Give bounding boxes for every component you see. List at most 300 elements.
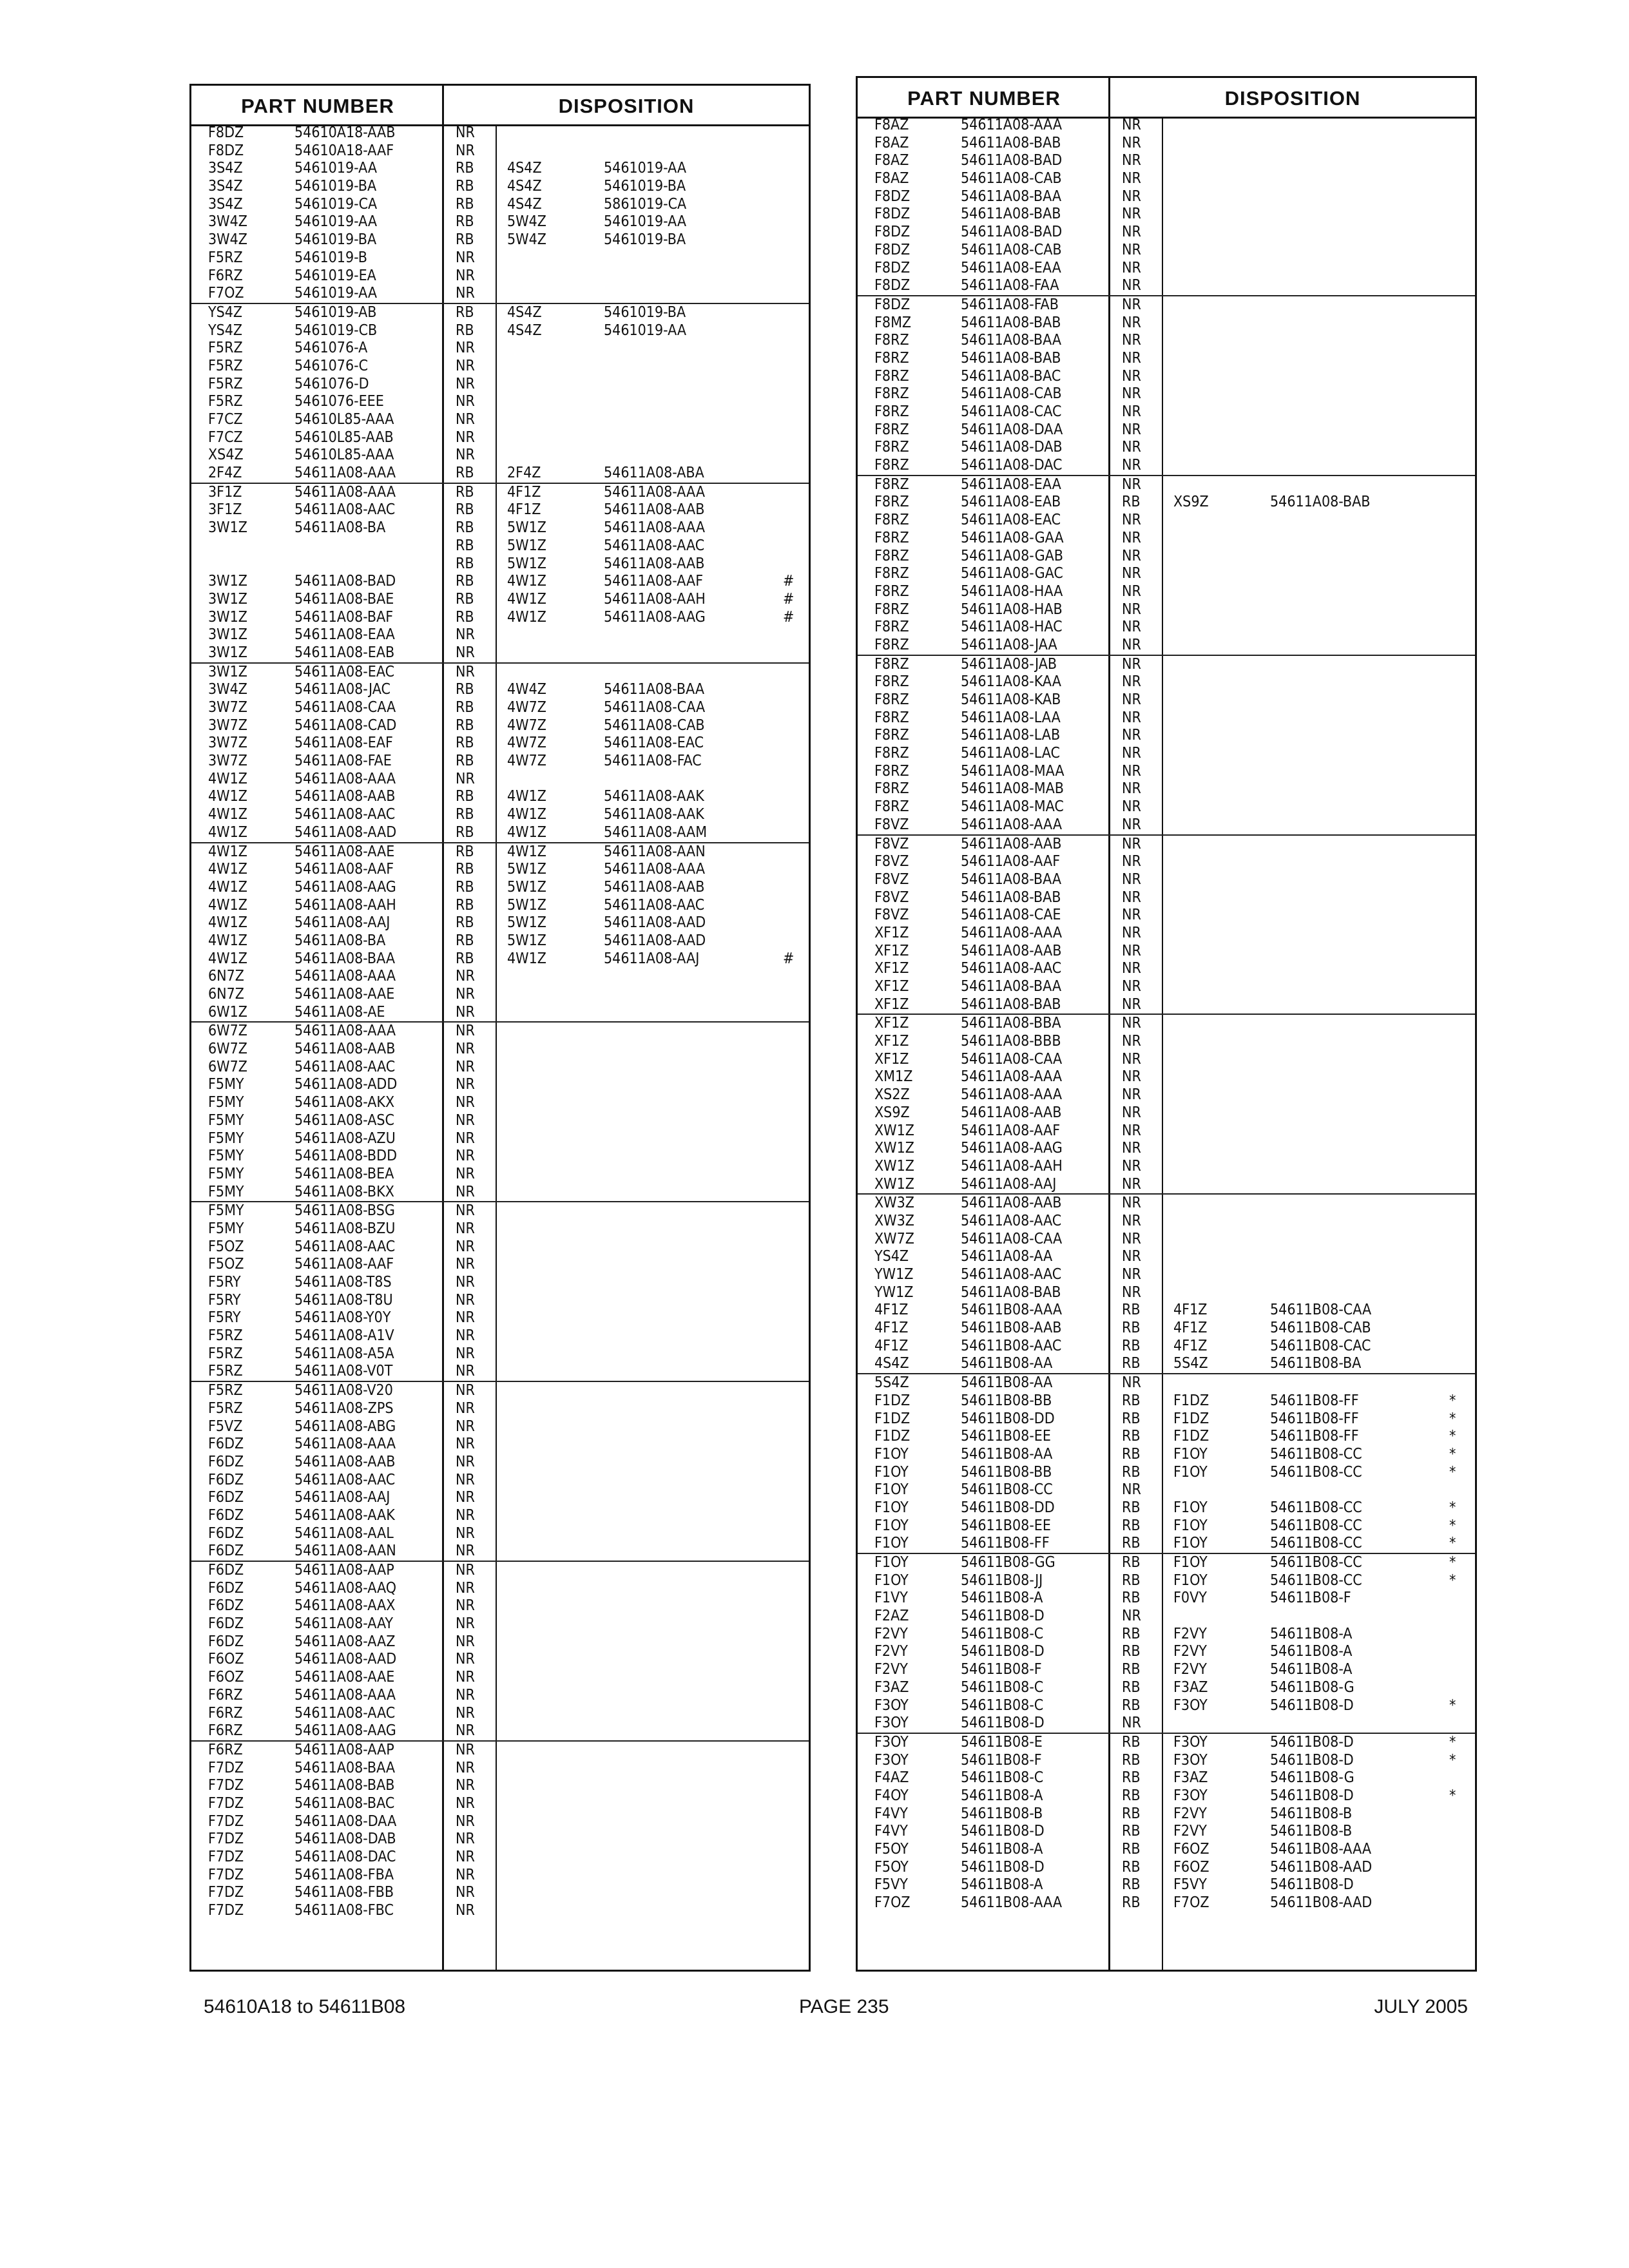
part-number: 54611A08-BBA bbox=[961, 1015, 1061, 1032]
replacement-part: 54611A08-AAH bbox=[604, 590, 706, 608]
model-code: F7DZ bbox=[208, 1884, 244, 1901]
disposition-code: NR bbox=[1122, 117, 1141, 133]
disposition-code: NR bbox=[1122, 636, 1141, 653]
part-number: 54611A08-LAA bbox=[961, 709, 1061, 726]
row-group bbox=[858, 117, 1475, 296]
disposition-code: NR bbox=[1122, 762, 1141, 780]
disposition-code: RB bbox=[456, 465, 474, 482]
model-code: F5RZ bbox=[208, 1345, 243, 1362]
part-number: 54611A08-MAC bbox=[961, 798, 1064, 816]
model-code: XW3Z bbox=[874, 1212, 914, 1229]
table-row bbox=[191, 1525, 809, 1543]
disposition-code: NR bbox=[456, 428, 475, 446]
table-row bbox=[191, 788, 809, 806]
table-row bbox=[858, 656, 1475, 674]
replacement-model: F6OZ bbox=[1173, 1858, 1210, 1876]
part-number: 54611A08-AAA bbox=[961, 1086, 1062, 1104]
model-code: 4W1Z bbox=[208, 806, 247, 823]
disposition-code: RB bbox=[456, 681, 474, 698]
table-row bbox=[191, 1436, 809, 1454]
part-number: 54611A08-AAC bbox=[294, 1058, 396, 1075]
disposition-code: RB bbox=[456, 537, 474, 554]
model-code: F6DZ bbox=[208, 1436, 244, 1453]
table-row bbox=[858, 1338, 1475, 1356]
note-mark: * bbox=[1449, 1554, 1456, 1571]
left-table-body bbox=[191, 124, 809, 1970]
model-code: F5RZ bbox=[208, 1399, 243, 1417]
model-code: XF1Z bbox=[874, 978, 909, 995]
part-number: 54611A08-EAC bbox=[294, 663, 395, 680]
disposition-code: NR bbox=[456, 1651, 475, 1668]
replacement-part: 54611A08-AAM bbox=[604, 823, 708, 841]
part-number: 54611A08-MAB bbox=[961, 780, 1064, 798]
disposition-code: RB bbox=[1122, 1805, 1141, 1822]
note-mark: * bbox=[1449, 1733, 1456, 1751]
part-number: 54611A08-GAC bbox=[961, 565, 1063, 582]
model-code: F1OY bbox=[874, 1517, 909, 1534]
replacement-model: 5W1Z bbox=[507, 896, 546, 914]
disposition-code: RB bbox=[456, 483, 474, 501]
part-number: 54611B08-AA bbox=[961, 1374, 1053, 1392]
model-code: F8RZ bbox=[874, 619, 909, 636]
table-row bbox=[191, 573, 809, 591]
part-number: 54611A08-BAD bbox=[294, 573, 396, 590]
part-number: 54611B08-C bbox=[961, 1696, 1044, 1714]
note-mark: # bbox=[783, 573, 795, 590]
model-code: F8RZ bbox=[874, 655, 909, 673]
model-code: 6N7Z bbox=[208, 986, 244, 1003]
table-row bbox=[858, 135, 1475, 153]
table-row bbox=[858, 1572, 1475, 1590]
disposition-code: NR bbox=[1122, 403, 1141, 420]
table-row bbox=[858, 332, 1475, 350]
table-row bbox=[191, 178, 809, 196]
disposition-code: NR bbox=[1122, 691, 1141, 708]
disposition-code: NR bbox=[1122, 385, 1141, 403]
part-number: 54611A08-AAA bbox=[294, 483, 396, 501]
part-number: 54611A08-AAP bbox=[294, 1741, 394, 1758]
footer-range: 54610A18 to 54611B08 bbox=[204, 1996, 406, 2017]
model-code: 4W1Z bbox=[208, 823, 247, 841]
disposition-code: NR bbox=[456, 1777, 475, 1794]
part-number: 54611A08-AAL bbox=[294, 1524, 394, 1542]
part-number: 54611A08-T8U bbox=[294, 1291, 393, 1309]
table-row bbox=[191, 1760, 809, 1778]
part-number: 54611B08-C bbox=[961, 1625, 1044, 1642]
part-number: 54611A08-CAB bbox=[961, 385, 1062, 403]
part-number: 5461019-B bbox=[294, 249, 367, 266]
replacement-part: 54611B08-CC bbox=[1270, 1517, 1362, 1534]
disposition-code: NR bbox=[1122, 152, 1141, 169]
table-row bbox=[858, 619, 1475, 637]
model-code: F8VZ bbox=[874, 870, 909, 888]
disposition-code: RB bbox=[1122, 1535, 1141, 1552]
part-number: 54611A08-AAA bbox=[294, 1686, 396, 1704]
model-code: F8RZ bbox=[874, 421, 909, 438]
table-row bbox=[858, 1517, 1475, 1535]
model-code: F8RZ bbox=[874, 673, 909, 691]
table-row bbox=[858, 1643, 1475, 1661]
part-number: 54611A08-GAA bbox=[961, 529, 1064, 546]
model-code: F8RZ bbox=[874, 565, 909, 582]
model-code: XF1Z bbox=[874, 960, 909, 977]
replacement-model: 4S4Z bbox=[507, 160, 542, 177]
model-code: F5RZ bbox=[208, 1363, 243, 1380]
note-mark: * bbox=[1449, 1428, 1456, 1445]
part-number: 54611B08-BB bbox=[961, 1392, 1052, 1409]
disposition-code: NR bbox=[1122, 727, 1141, 744]
part-number: 54611A08-AAF bbox=[294, 1256, 394, 1273]
model-code: F6RZ bbox=[208, 1741, 243, 1758]
part-number: 54611B08-CC bbox=[961, 1481, 1053, 1499]
row-group bbox=[858, 1554, 1475, 1734]
disposition-code: NR bbox=[456, 1633, 475, 1650]
disposition-code: RB bbox=[456, 303, 474, 321]
model-code: F5MY bbox=[208, 1220, 244, 1237]
model-code: F8MZ bbox=[874, 314, 912, 331]
part-number: 54611A08-MAA bbox=[961, 762, 1065, 780]
table-row bbox=[858, 1535, 1475, 1553]
disposition-code: NR bbox=[456, 1562, 475, 1579]
part-number: 54611A08-AAD bbox=[294, 823, 397, 841]
disposition-code: NR bbox=[456, 1327, 475, 1345]
disposition-code: RB bbox=[1122, 1858, 1141, 1876]
part-number: 54611B08-EE bbox=[961, 1428, 1051, 1445]
model-code: F1OY bbox=[874, 1535, 909, 1552]
model-code: 3W1Z bbox=[208, 519, 247, 537]
table-row bbox=[191, 519, 809, 537]
part-number: 54611A08-BAB bbox=[961, 889, 1061, 906]
disposition-code: NR bbox=[456, 1866, 475, 1883]
replacement-part: 54611B08-A bbox=[1270, 1661, 1353, 1678]
table-row bbox=[191, 1507, 809, 1525]
replacement-model: 4W4Z bbox=[507, 681, 546, 698]
table-row bbox=[858, 907, 1475, 925]
disposition-code: NR bbox=[456, 1884, 475, 1901]
table-row bbox=[191, 1615, 809, 1633]
table-row bbox=[858, 530, 1475, 548]
disposition-code: NR bbox=[1122, 816, 1141, 833]
replacement-part: 5461019-BA bbox=[604, 178, 686, 195]
disposition-code: NR bbox=[1122, 529, 1141, 546]
disposition-code: NR bbox=[456, 1418, 475, 1435]
disposition-code: RB bbox=[1122, 1302, 1141, 1319]
table-row bbox=[858, 494, 1475, 512]
disposition-code: RB bbox=[1122, 1733, 1141, 1751]
table-row bbox=[858, 314, 1475, 332]
disposition-code: NR bbox=[456, 1183, 475, 1200]
table-row bbox=[191, 124, 809, 142]
part-number: 54611B08-FF bbox=[961, 1535, 1050, 1552]
model-code: 4W1Z bbox=[208, 896, 247, 914]
part-number: 54611A08-LAC bbox=[961, 745, 1061, 762]
part-number: 54611A08-FBC bbox=[294, 1902, 394, 1919]
disposition-code: NR bbox=[456, 1436, 475, 1453]
replacement-part: 54611B08-A bbox=[1270, 1625, 1353, 1642]
model-code: XF1Z bbox=[874, 1015, 909, 1032]
table-row bbox=[858, 1590, 1475, 1608]
table-row bbox=[191, 447, 809, 465]
table-row bbox=[858, 1051, 1475, 1069]
disposition-code: RB bbox=[1122, 1554, 1141, 1571]
model-code: F5RZ bbox=[208, 340, 243, 357]
part-number: 54611A08-BAA bbox=[294, 950, 396, 967]
model-code: 4F1Z bbox=[874, 1320, 909, 1337]
part-number: 54611A08-BAA bbox=[961, 870, 1062, 888]
table-row bbox=[191, 824, 809, 842]
replacement-part: 54611B08-CC bbox=[1270, 1571, 1362, 1589]
disposition-code: NR bbox=[1122, 582, 1141, 600]
model-code: F8RZ bbox=[874, 332, 909, 349]
model-code: F6RZ bbox=[208, 1722, 243, 1740]
disposition-code: NR bbox=[1122, 619, 1141, 636]
disposition-code: NR bbox=[456, 1542, 475, 1560]
replacement-model: 5W1Z bbox=[507, 914, 546, 932]
replacement-part: 54611A08-AAB bbox=[604, 555, 705, 572]
replacement-part: 54611B08-B bbox=[1270, 1805, 1353, 1822]
model-code: F3OY bbox=[874, 1751, 909, 1769]
part-number: 54611A08-AAB bbox=[961, 1104, 1062, 1121]
model-code: 4W1Z bbox=[208, 770, 247, 787]
note-mark: * bbox=[1449, 1535, 1456, 1552]
part-number: 54611B08-A bbox=[961, 1590, 1043, 1607]
disposition-code: NR bbox=[456, 1489, 475, 1506]
part-number: 54611A08-AAJ bbox=[294, 914, 390, 932]
model-code: F8RZ bbox=[874, 367, 909, 385]
disposition-code: RB bbox=[1122, 1876, 1141, 1894]
model-code: F8RZ bbox=[874, 476, 909, 493]
model-code: XF1Z bbox=[874, 995, 909, 1013]
part-number: 54611A08-AAA bbox=[294, 1023, 396, 1040]
table-row bbox=[191, 932, 809, 950]
part-number: 54611A08-AAG bbox=[294, 1722, 396, 1740]
part-number: 54611A08-ABG bbox=[294, 1418, 396, 1435]
replacement-model: 4W7Z bbox=[507, 753, 546, 770]
part-number: 54611A08-AAA bbox=[961, 117, 1062, 133]
table-row bbox=[191, 644, 809, 662]
disposition-code: RB bbox=[1122, 1678, 1141, 1696]
table-row bbox=[191, 1705, 809, 1723]
replacement-model: 4W1Z bbox=[507, 608, 546, 626]
disposition-code: RB bbox=[1122, 1823, 1141, 1840]
row-group bbox=[191, 843, 809, 1023]
replacement-model: F5VY bbox=[1173, 1876, 1207, 1894]
part-number: 54611A08-EAA bbox=[961, 259, 1061, 276]
row-group bbox=[858, 476, 1475, 656]
part-number: 54611A08-HAB bbox=[961, 601, 1063, 618]
model-code: F6RZ bbox=[208, 1686, 243, 1704]
disposition-code: NR bbox=[456, 1274, 475, 1291]
disposition-code: NR bbox=[1122, 601, 1141, 618]
table-row bbox=[191, 1130, 809, 1148]
model-code: F8RZ bbox=[874, 762, 909, 780]
replacement-model: 2F4Z bbox=[507, 465, 541, 482]
table-row bbox=[191, 806, 809, 824]
replacement-part: 54611B08-CC bbox=[1270, 1463, 1362, 1481]
disposition-code: NR bbox=[1122, 835, 1141, 852]
model-code: F8VZ bbox=[874, 889, 909, 906]
replacement-model: 5W1Z bbox=[507, 861, 546, 878]
model-code: F3AZ bbox=[874, 1678, 909, 1696]
replacement-part: 54611A08-AAB bbox=[604, 878, 705, 896]
part-number: 54611B08-JJ bbox=[961, 1571, 1043, 1589]
disposition-code: RB bbox=[456, 861, 474, 878]
disposition-code: NR bbox=[456, 1382, 475, 1399]
right-table-header bbox=[858, 78, 1475, 119]
table-row bbox=[858, 170, 1475, 188]
disposition-code: NR bbox=[1122, 673, 1141, 691]
disposition-code: NR bbox=[1122, 1140, 1141, 1157]
disposition-code: NR bbox=[1122, 512, 1141, 529]
part-number: 54611A08-BAD bbox=[961, 224, 1063, 241]
replacement-part: 54611A08-AAB bbox=[604, 501, 705, 519]
disposition-code: NR bbox=[456, 447, 475, 464]
disposition-code: RB bbox=[456, 878, 474, 896]
disposition-code: RB bbox=[1122, 1445, 1141, 1463]
table-row bbox=[191, 1292, 809, 1310]
model-code: F1OY bbox=[874, 1499, 909, 1516]
left-parts-table bbox=[189, 84, 811, 1972]
footer-page: PAGE 235 bbox=[799, 1996, 889, 2017]
model-code: F8RZ bbox=[874, 385, 909, 403]
table-row bbox=[858, 1158, 1475, 1176]
table-row bbox=[858, 188, 1475, 206]
note-mark: * bbox=[1449, 1571, 1456, 1589]
replacement-part: 54611B08-G bbox=[1270, 1769, 1354, 1787]
replacement-model: 4S4Z bbox=[507, 303, 542, 321]
disposition-code: NR bbox=[1122, 1374, 1141, 1392]
disposition-code: NR bbox=[1122, 1266, 1141, 1283]
model-code: F6RZ bbox=[208, 1704, 243, 1722]
disposition-code: RB bbox=[456, 950, 474, 967]
model-code: F6DZ bbox=[208, 1453, 244, 1470]
replacement-model: 5W4Z bbox=[507, 231, 546, 249]
replacement-model: 5W1Z bbox=[507, 537, 546, 554]
replacement-model: 4W1Z bbox=[507, 590, 546, 608]
model-code: F8RZ bbox=[874, 709, 909, 726]
replacement-model: 4F1Z bbox=[1173, 1302, 1208, 1319]
model-code: F5OZ bbox=[208, 1238, 244, 1255]
model-code: F8AZ bbox=[874, 170, 909, 187]
model-code: F8RZ bbox=[874, 403, 909, 420]
model-code: F5MY bbox=[208, 1165, 244, 1182]
part-number: 54611A08-AAA bbox=[961, 924, 1062, 941]
table-row bbox=[858, 117, 1475, 135]
model-code: F8AZ bbox=[874, 117, 909, 133]
table-row bbox=[191, 1633, 809, 1651]
table-row bbox=[191, 393, 809, 411]
table-row bbox=[191, 968, 809, 986]
part-number: 54611B08-A bbox=[961, 1841, 1043, 1858]
disposition-code: NR bbox=[456, 1524, 475, 1542]
disposition-code: NR bbox=[456, 663, 475, 680]
part-number: 54611A08-BBB bbox=[961, 1033, 1061, 1050]
replacement-part: 54611A08-CAA bbox=[604, 699, 706, 716]
part-number: 54611A08-BEA bbox=[294, 1165, 394, 1182]
disposition-code: NR bbox=[1122, 476, 1141, 493]
part-number: 54611A08-BAB bbox=[294, 1777, 395, 1794]
part-number: 54611A08-BAB bbox=[961, 314, 1061, 331]
model-code: F5OZ bbox=[208, 1256, 244, 1273]
model-code: YW1Z bbox=[874, 1266, 914, 1283]
table-row bbox=[858, 421, 1475, 439]
model-code: F7DZ bbox=[208, 1777, 244, 1794]
replacement-model: F1OY bbox=[1173, 1571, 1208, 1589]
part-number: 54611A08-BAB bbox=[961, 349, 1061, 367]
part-number: 54611A08-FBA bbox=[294, 1866, 394, 1883]
model-code: F1OY bbox=[874, 1445, 909, 1463]
replacement-part: 54611B08-D bbox=[1270, 1751, 1354, 1769]
part-number: 54611A08-AAA bbox=[294, 968, 396, 985]
disposition-code: NR bbox=[456, 1722, 475, 1740]
model-code: F8RZ bbox=[874, 798, 909, 816]
table-row bbox=[858, 368, 1475, 386]
part-number: 5461019-BA bbox=[294, 178, 377, 195]
replacement-part: 54611A08-AAK bbox=[604, 788, 704, 805]
disposition-code: RB bbox=[1122, 1410, 1141, 1427]
replacement-model: 4W1Z bbox=[507, 823, 546, 841]
part-number: 54611A08-AAH bbox=[294, 896, 396, 914]
model-code: F4VY bbox=[874, 1805, 908, 1822]
part-number: 54611A08-AAZ bbox=[294, 1633, 396, 1650]
part-number: 54611A08-AZU bbox=[294, 1129, 396, 1147]
part-number: 54611A08-EAA bbox=[961, 476, 1061, 493]
replacement-model: 4W1Z bbox=[507, 950, 546, 967]
part-number: 54611A08-BAA bbox=[961, 332, 1062, 349]
disposition-code: NR bbox=[1122, 547, 1141, 564]
row-group bbox=[858, 296, 1475, 476]
part-number: 54611A08-AAF bbox=[294, 861, 394, 878]
disposition-code: RB bbox=[1122, 1625, 1141, 1642]
part-number: 54611A08-BAE bbox=[294, 590, 394, 608]
part-number: 54611A08-EAF bbox=[294, 735, 393, 752]
model-code: 4F1Z bbox=[874, 1337, 909, 1354]
model-code: F5RZ bbox=[208, 249, 243, 266]
note-mark: # bbox=[783, 590, 795, 608]
part-number: 54611B08-F bbox=[961, 1661, 1042, 1678]
disposition-code: NR bbox=[1122, 942, 1141, 959]
part-number: 54611A08-BA bbox=[294, 519, 386, 537]
disposition-code: NR bbox=[456, 411, 475, 428]
part-number: 54611A08-CAA bbox=[961, 1050, 1063, 1068]
disposition-code: RB bbox=[456, 231, 474, 249]
disposition-code: NR bbox=[1122, 1212, 1141, 1229]
part-number: 54611A08-BAA bbox=[294, 1759, 396, 1776]
part-number: 54611A08-DAC bbox=[294, 1849, 396, 1865]
replacement-model: F2VY bbox=[1173, 1805, 1207, 1822]
disposition-code: RB bbox=[1122, 494, 1141, 511]
note-mark: # bbox=[783, 608, 795, 626]
table-row bbox=[858, 1104, 1475, 1122]
part-number: 54611A08-AAG bbox=[294, 878, 396, 896]
table-row bbox=[858, 1410, 1475, 1428]
replacement-part: 54611B08-D bbox=[1270, 1696, 1354, 1714]
part-number: 54611A08-V20 bbox=[294, 1382, 393, 1399]
table-row bbox=[191, 376, 809, 394]
table-row bbox=[191, 1651, 809, 1669]
part-number: 54611A08-AAC bbox=[961, 1266, 1062, 1283]
table-row bbox=[858, 978, 1475, 996]
table-row bbox=[858, 1015, 1475, 1033]
part-number: 54611A08-CAA bbox=[294, 699, 396, 716]
replacement-model: 4F1Z bbox=[1173, 1337, 1208, 1354]
table-row bbox=[858, 816, 1475, 834]
part-number: 54611A08-AAN bbox=[294, 1542, 396, 1560]
model-code: F1OY bbox=[874, 1554, 909, 1571]
replacement-part: 54611B08-BA bbox=[1270, 1355, 1362, 1372]
part-number: 54611A08-AAC bbox=[294, 1471, 396, 1488]
disposition-code: NR bbox=[1122, 296, 1141, 313]
